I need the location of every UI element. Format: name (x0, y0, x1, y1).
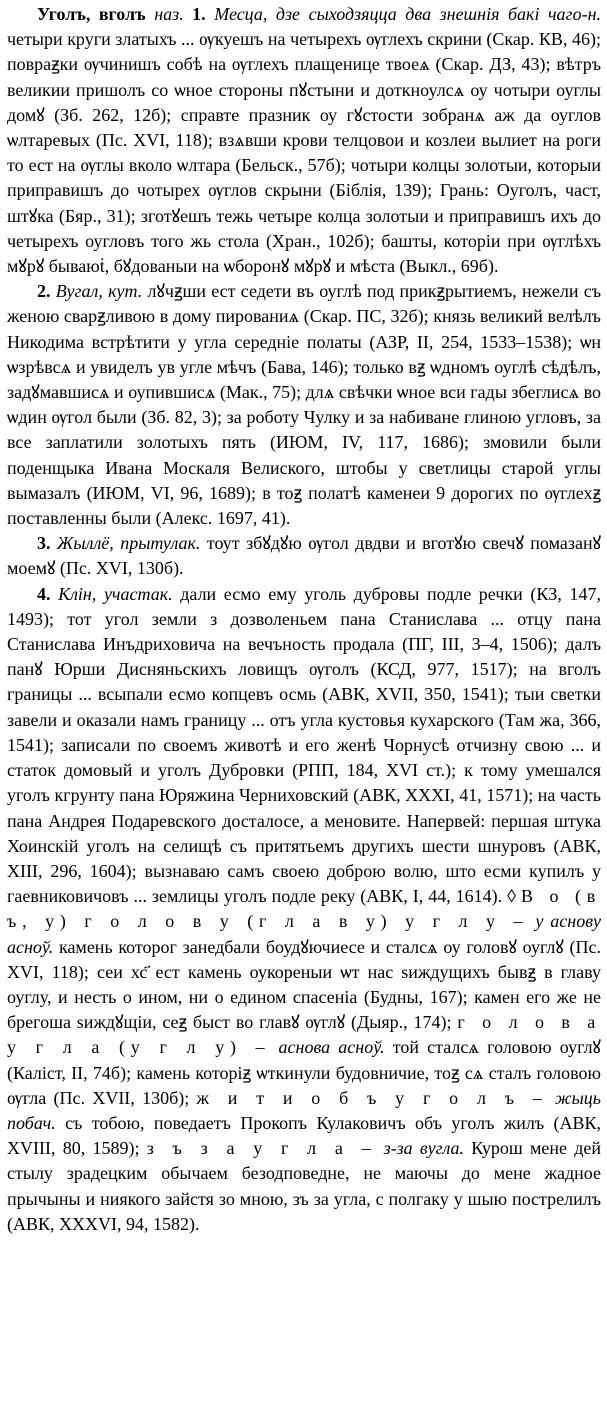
phrase-citations: камень которог занедбали боудꙋючиесе и сталсѧ оу головꙋ оуглꙋ (Пс. XVI, 118); сеи хс҃ ест камень оукореныи ѡт нас ѕиждущихъ бывꙃ в главу оуглу, и несть о ином, ни о едином спасеніа (Будны, 167); камен его же не брегоша ѕиждꙋщіи, сеꙃ быст во главꙋ ѹглꙋ (Дыяр., 174); (7, 936, 602, 1033)
phrase-translation: аснова асноў. (278, 1037, 385, 1058)
phrase-citations: съ тобою, поведаетъ Прокопъ Кулаковичъ объ уголъ жилъ (АВК, XVIII, 80, 1589); (7, 1112, 602, 1159)
sense-gloss: Жыллё, прытулак. (56, 533, 201, 554)
sense-gloss: Месца, дзе сыходзяцца два знешнія бакі чаго-н. (214, 4, 602, 24)
phrase-citations: Курош мене дей стылу зрадецким обычаем безодповедне, не маючы до мене жадное прычыны и ниякого зайстя зо мною, зъ за угла, с полгаку у шыю пострелилъ (АВК, XXXVI, 94, 1582). (7, 1138, 602, 1234)
headword: Уголъ, вголъ (37, 4, 146, 24)
sense-number: 3. (37, 533, 51, 554)
phrase-spaced: В о (в ъ, у) г о л о в у (г л а в у) у г л у – (7, 886, 602, 932)
sense-citations: тоут збꙋдꙋю ѹгол двдви и вготꙋю свечꙋ помазанꙋ моемꙋ (Пс. XVI, 130б). (7, 533, 602, 579)
phrase-translation: у аснову асноў. (7, 911, 602, 957)
sense-number: 4. (37, 583, 51, 604)
part-of-speech: наз. (154, 4, 184, 24)
phrase-citations: той сталсѧ головою оуглꙋ (Каліст, II, 74б); камень которіꙃ ѡткинули будовничие, тоꙃ сѧ сталъ головою ѹгла (Пс. XVII, 130б); (7, 1037, 601, 1108)
phrase-translation: жыць побач. (7, 1087, 601, 1133)
entry-sense-3 (7, 531, 601, 581)
sense-gloss: Клін, участак. (58, 583, 173, 604)
entry-sense-4 (7, 582, 601, 1237)
sense-citations: лꙋчꙃши ест седети въ оуглѣ под прикꙃрытиемъ, нежели съ женою сварꙃливою в дому пированиѧ (Скар. ПС, 32б); князь великий велѣлъ Никодима встрѣтити у угла середніе полаты (АЗР, II, 254, 1533–1538); ѡн ѡзрѣвсѧ и увиделъ ув угле мѣчъ (Бава, 146); только вꙃ ѡдномъ оуглѣ сѣдѣлъ, задꙋмавшисѧ и оупившисѧ (Мак., 75); длѧ свѣчки ѡное вси гады збеглисѧ во ѡдин ѹгол были (Зб. 82, 3); за роботу Чулку и за набиване глиною угловъ, за все заплатили золотыхъ пять (ИЮМ, IV, 117, 1686); змовили были поденщыка Ивана Москаля Велиского, штобы у светлицы старой углы вымазалъ (ИЮМ, VI, 96, 1689); в тоꙃ полатѣ каменеи 9 дорогих по ѹглехꙃ поставленны были (Алекс. 1697, 41). (7, 281, 602, 529)
entry-sense-2 (7, 279, 601, 531)
phrase-spaced: з ъ з а у г л а – (146, 1138, 377, 1159)
sense-gloss: Вугал, кут. (55, 281, 143, 302)
sense-citations: четыри круги златыхъ ... ѹкуешъ на четырехъ ѹглехъ скрини (Скар. КВ, 46); повраꙃки ѹчинишъ собѣ на ѹглехъ плащенице твоеѧ (Скар. ДЗ, 43); вѣтръ великии пришолъ со ѡное стороны пꙋстыни и доткноулсѧ оу чотыри оуглы домꙋ (Зб. 262, 12б); справте празник оу гꙋстости зобранѧ аж да оуглов ѡлтаревых (Пс. XVI, 118); взѧвши крови телцовои и козлеи вылиет на роги то ест на ѹглы вколо ѡлтара (Бельск., 57б); чотыри колцы золотыи, которыи приправишъ до чотырех ѹглов скрыни (Біблія, 139); Грань: Оуголъ, част, штꙋка (Бяр., 31); зготꙋешъ тежь четыре колца золотыи и приправишъ ихъ до четырехъ оугловъ того жь стола (Хран., 102б); башты, которіи при ѹглѣхъ мꙋрꙋ бываюṫ, бꙋдованыи на ѡборонꙋ мꙋрꙋ и мѣста (Выкл., 69б). (7, 29, 601, 277)
phraseology-diamond: ◊ (507, 886, 517, 907)
phrase-spaced: ж и т и о б ъ у г о л ъ – (196, 1087, 548, 1108)
entry-sense-1 (7, 2, 601, 279)
phrase-translation: з-за вугла. (383, 1138, 465, 1159)
phrase-spaced: г о л о в а у г л а (у г л у) – (7, 1012, 601, 1058)
sense-citations: дали есмо ему уголь дубровы подле речки (КЗ, 147, 1493); тот угол земли з дозволеньем пана Станислава ... отцу пана Станислава Инъдриховича на вечъность продала (ПГ, III, 3–4, 1506); далъ панꙋ Юрши Дисняньскихъ ловищъ ѹголъ (КСД, 977, 1517); на вголъ границы ... всыпали есмо копцевъ осмь (АВК, XVII, 350, 1541); тыи светки завели и оказали намъ границу ... отъ угла кустовья кухарского (Там жа, 366, 1541); записали по своемъ животѣ и его женѣ Чорнусѣ отчизну свою ... и статок домовый и уголъ Дубровки (РПП, 184, XVI ст.); к тому умешался уголъ кгрунту пана Юряжина Черниховский (АВК, XXXI, 41, 1571); на часть пана Андрея Подаревского досталосе, а меновите. Напервей: першая штука Хоинскій уголъ на селищѣ съ притятьемъ другихъ шести шнуровъ (АВК, XIII, 296, 1604); вызнаваю самъ своею доброю волю, што есми купилъ у гаевниковичовъ ... землицы уголъ подле реку (АВК, I, 44, 1614). (7, 583, 602, 907)
sense-number: 2. (37, 281, 51, 302)
sense-number: 1. (192, 4, 206, 24)
